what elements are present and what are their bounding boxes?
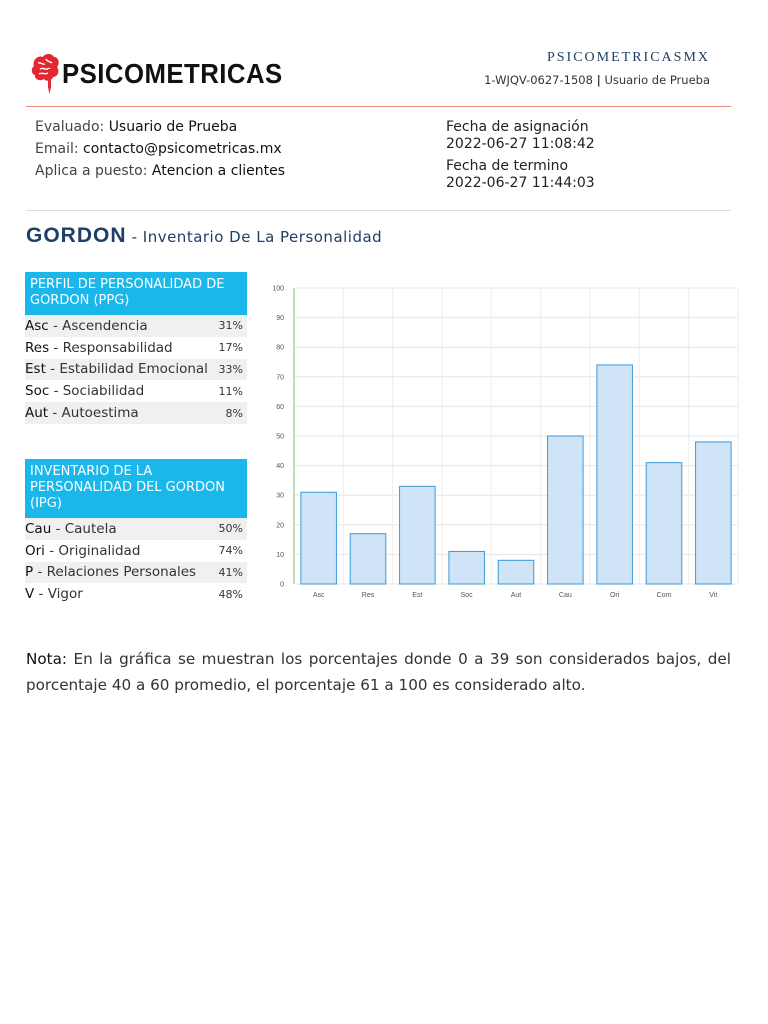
- row-abbr: P: [25, 564, 34, 581]
- row-abbr: Aut: [25, 405, 49, 422]
- x-tick-label: Cau: [558, 592, 572, 599]
- row-percent: 11%: [218, 384, 243, 398]
- ppg-table: [25, 272, 247, 424]
- bar-cau: [548, 436, 584, 584]
- row-desc: - Relaciones Personales: [37, 564, 197, 581]
- ipg-header: INVENTARIO DE LA PERSONALIDAD DEL GORDON (IPG): [25, 459, 247, 518]
- y-tick-label: 40: [276, 463, 284, 471]
- row-percent: 41%: [218, 565, 243, 579]
- y-tick-label: 100: [272, 285, 284, 293]
- footnote: [26, 646, 731, 698]
- row-desc: - Sociabilidad: [53, 383, 145, 400]
- table-row: [25, 583, 247, 605]
- x-tick-label: Com: [656, 592, 672, 599]
- row-abbr: Est: [25, 361, 46, 378]
- table-row: [25, 562, 247, 584]
- bar-est: [400, 486, 436, 584]
- y-tick-label: 20: [276, 522, 284, 530]
- asignacion-value: 2022-06-27 11:08:42: [446, 136, 595, 152]
- x-tick-label: Est: [412, 592, 423, 599]
- x-tick-label: Aut: [510, 592, 522, 599]
- row-desc: - Originalidad: [49, 542, 141, 559]
- y-tick-label: 80: [276, 344, 284, 352]
- bar-vit: [696, 442, 732, 584]
- note-label: Nota:: [26, 650, 68, 668]
- row-abbr: V: [25, 586, 35, 603]
- table-row: [25, 359, 247, 381]
- email-label: Email:: [35, 141, 79, 157]
- table-row: [25, 402, 247, 424]
- brand-name: PSICOMETRICASMX: [546, 50, 710, 65]
- x-tick-label: Res: [361, 592, 375, 599]
- email-line: [35, 141, 282, 157]
- x-tick-label: Soc: [460, 592, 473, 599]
- row-desc: - Estabilidad Emocional: [50, 361, 208, 378]
- test-title: [26, 224, 382, 248]
- puesto-line: [35, 163, 285, 179]
- title-sub: - Inventario De La Personalidad: [131, 228, 383, 246]
- code-separator: |: [596, 73, 601, 87]
- asignacion-label: Fecha de asignación: [446, 119, 589, 135]
- company-logo: [30, 52, 302, 96]
- row-percent: 74%: [218, 544, 243, 558]
- row-abbr: Asc: [25, 317, 49, 334]
- gordon-bar-chart: [266, 282, 742, 604]
- x-tick-label: Asc: [312, 592, 325, 599]
- row-percent: 17%: [218, 341, 243, 355]
- brain-logo-icon: [30, 52, 60, 96]
- row-percent: 33%: [218, 362, 243, 376]
- row-percent: 50%: [218, 522, 243, 536]
- info-divider: [26, 210, 731, 211]
- header-divider: [26, 106, 731, 107]
- y-tick-label: 10: [276, 551, 284, 559]
- header-user: Usuario de Prueba: [604, 73, 710, 87]
- termino-value: 2022-06-27 11:44:03: [446, 175, 595, 191]
- termino-label: Fecha de termino: [446, 158, 569, 174]
- y-tick-label: 50: [276, 433, 284, 441]
- bar-com: [646, 463, 682, 584]
- row-abbr: Res: [25, 339, 50, 356]
- table-row: [25, 540, 247, 562]
- bar-aut: [498, 560, 534, 584]
- ipg-rows: [25, 518, 247, 605]
- table-row: [25, 315, 247, 337]
- evaluado-label: Evaluado:: [35, 119, 105, 135]
- row-percent: 48%: [218, 587, 243, 601]
- row-desc: - Cautela: [55, 520, 117, 537]
- evaluado-value: Usuario de Prueba: [108, 119, 238, 135]
- y-tick-label: 0: [280, 581, 284, 589]
- y-tick-label: 90: [276, 315, 284, 323]
- table-row: [25, 337, 247, 359]
- bar-res: [350, 534, 386, 584]
- puesto-label: Aplica a puesto:: [35, 163, 148, 179]
- note-text: En la gráfica se muestran los porcentajes donde 0 a 39 son considerados bajos, del porcentaje 40 a 60 promedio, el porcentaje 61 a 100 es considerado alto.: [26, 650, 731, 694]
- row-percent: 31%: [218, 319, 243, 333]
- table-row: [25, 518, 247, 540]
- y-tick-label: 70: [276, 374, 284, 382]
- evaluado-line: [35, 119, 237, 135]
- ipg-table: [25, 459, 247, 605]
- report-code: 1-WJQV-0627-1508: [484, 73, 593, 87]
- x-tick-label: Ori: [609, 592, 620, 599]
- row-desc: - Autoestima: [52, 405, 139, 422]
- table-row: [25, 380, 247, 402]
- puesto-value: Atencion a clientes: [151, 163, 286, 179]
- email-value: contacto@psicometricas.mx: [83, 141, 282, 157]
- logo-text: PSICOMETRICAS: [62, 58, 283, 89]
- row-desc: - Responsabilidad: [53, 339, 173, 356]
- bar-asc: [301, 492, 337, 584]
- row-abbr: Cau: [25, 520, 52, 537]
- ppg-header: PERFIL DE PERSONALIDAD DE GORDON (PPG): [25, 272, 247, 315]
- ppg-rows: [25, 315, 247, 424]
- row-abbr: Ori: [25, 542, 45, 559]
- y-tick-label: 30: [276, 492, 284, 500]
- bar-ori: [597, 365, 633, 584]
- row-desc: - Vigor: [38, 586, 83, 603]
- row-abbr: Soc: [25, 383, 50, 400]
- bar-soc: [449, 551, 485, 584]
- x-tick-label: Vit: [709, 592, 718, 599]
- title-main: GORDON: [26, 224, 127, 247]
- row-percent: 8%: [225, 406, 243, 420]
- report-code-line: [484, 73, 710, 87]
- y-tick-label: 60: [276, 403, 284, 411]
- row-desc: - Ascendencia: [53, 317, 148, 334]
